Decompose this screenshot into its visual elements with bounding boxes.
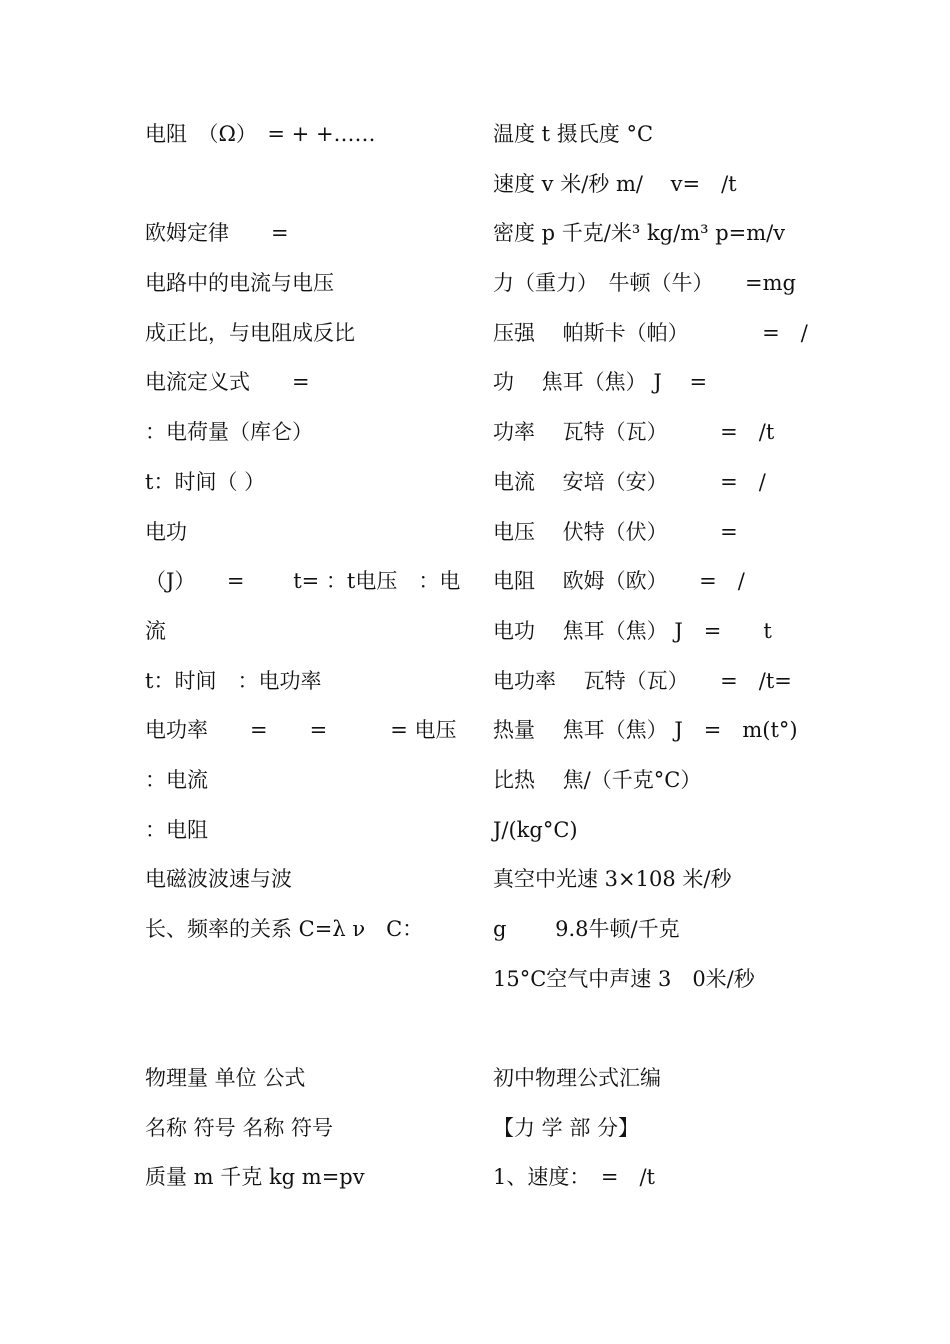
left-line: 电阻 （Ω） = + +…… (145, 122, 376, 146)
right-line: J/(kg°C) (493, 817, 578, 842)
right-line: 密度 p 千克/米³ kg/m³ p=m/v (493, 221, 786, 246)
left-line: 物理量 单位 公式 (145, 1066, 306, 1091)
left-line: 电功 (145, 519, 187, 544)
right-line: 真空中光速 3×108 米/秒 (493, 867, 732, 892)
left-column (145, 110, 475, 1203)
right-line: 力（重力） 牛顿（牛） =mg (493, 271, 796, 296)
right-line: 初中物理公式汇编 (493, 1066, 661, 1091)
left-line: 成正比，与电阻成反比 (145, 320, 355, 345)
right-line: 电压 伏特（伏） = (493, 519, 738, 544)
right-line: 热量 焦耳（焦） J = m(t°) (493, 718, 798, 743)
left-line: 电磁波波速与波 (145, 867, 292, 892)
left-line (145, 160, 475, 210)
right-line: 电流 安培（安） = / (493, 469, 766, 494)
left-line (145, 1004, 475, 1054)
left-line (145, 955, 475, 1005)
right-line: 温度 t 摄氏度 °C (493, 122, 654, 146)
left-line: 流 (145, 618, 166, 643)
left-line: 欧姆定律 = (145, 221, 289, 246)
left-line: （J） = t= ：t电压 ：电 (145, 569, 461, 594)
left-line: 长、频率的关系 C=λ ν C： (145, 917, 424, 941)
right-line: 15°C空气中声速 3 0米/秒 (493, 966, 755, 991)
right-column (493, 110, 913, 1203)
right-line (493, 1004, 913, 1054)
right-line: 电功率 瓦特（瓦） = /t= (493, 668, 792, 693)
right-line: 电功 焦耳（焦） J = t (493, 618, 772, 643)
right-line: 速度 v 米/秒 m/ v= /t (493, 171, 737, 196)
right-line: 功率 瓦特（瓦） = /t (493, 420, 775, 445)
right-line: 1、速度： = /t (493, 1165, 655, 1190)
right-line: 【力 学 部 分】 (493, 1115, 640, 1140)
right-line: 功 焦耳（焦） J = (493, 370, 708, 395)
right-line: 电阻 欧姆（欧） = / (493, 569, 745, 594)
left-line: 名称 符号 名称 符号 (145, 1115, 334, 1140)
left-line: 电路中的电流与电压 (145, 271, 334, 296)
right-line: g 9.8牛顿/千克 (493, 917, 680, 941)
left-line: ：电流 (145, 767, 208, 792)
left-line: ：电荷量（库仑） (145, 420, 313, 445)
left-line: t：时间（ ） (145, 469, 266, 494)
left-line: 质量 m 千克 kg m=pv (145, 1165, 365, 1190)
left-line: 电功率 = = = 电压 (145, 718, 457, 743)
right-line: 比热 焦/（千克°C） (493, 767, 702, 792)
left-line: 电流定义式 = (145, 370, 310, 395)
left-line: t：时间 ：电功率 (145, 668, 322, 693)
right-line: 压强 帕斯卡（帕） = / (493, 320, 808, 345)
left-line: ：电阻 (145, 817, 208, 842)
